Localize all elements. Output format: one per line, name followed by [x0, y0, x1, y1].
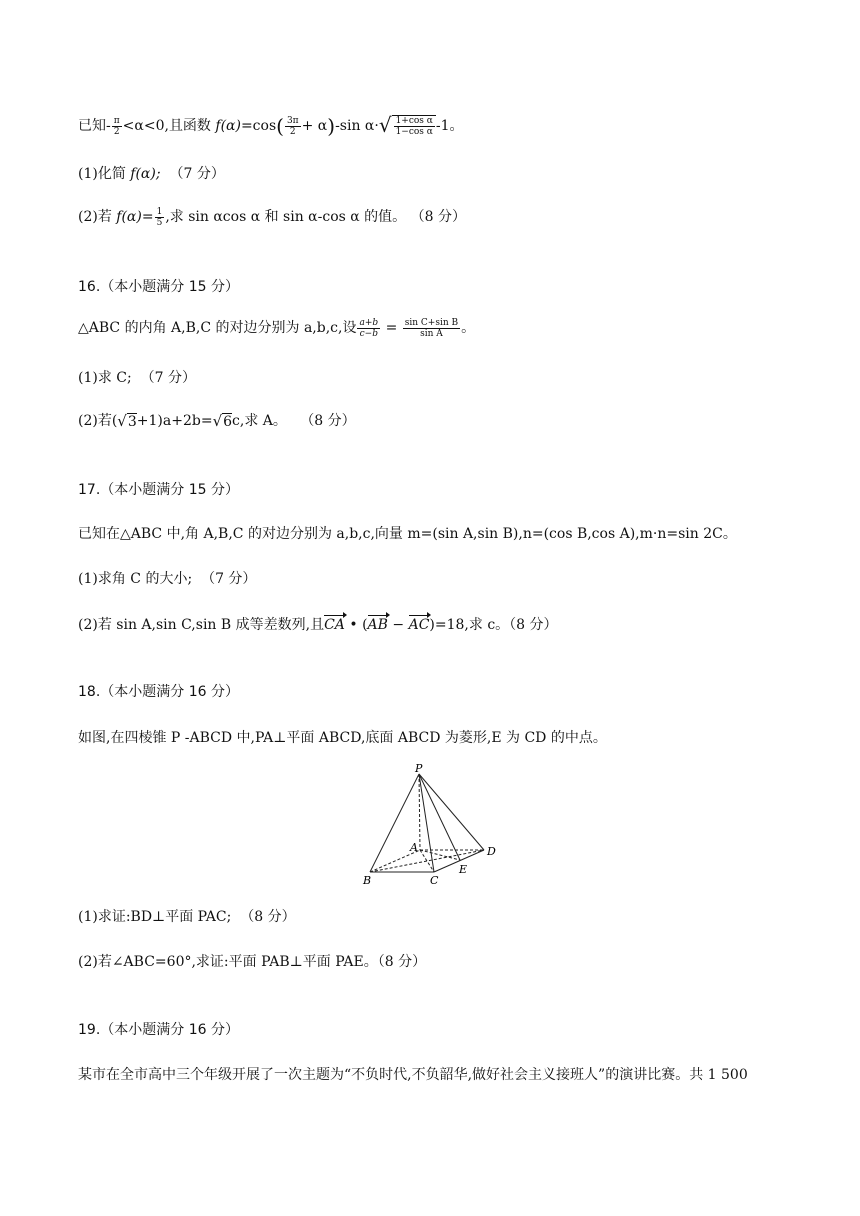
problem17-statement: 已知在△ABC 中,角 A,B,C 的对边分别为 a,b,c,向量 m=(sin A,sin B),n=(cos B,cos A),m·n=sin 2C。 [78, 526, 737, 542]
part-label: (2)若 [78, 209, 117, 225]
edge-pb [370, 774, 419, 872]
text-segment: 且函数 [168, 118, 216, 134]
text-segment: -1。 [435, 118, 464, 134]
fraction-denominator: sin A [420, 328, 443, 339]
square-root [379, 115, 436, 137]
fraction-denominator: 1−cos α [395, 127, 433, 137]
radicand [392, 115, 436, 137]
radical-sign: √ [117, 411, 127, 430]
text-segment: <α<0, [122, 118, 169, 134]
score: （8 分） [410, 209, 466, 225]
fraction-denominator: 5 [156, 217, 163, 228]
part-text: (1)求证:BD⊥平面 PAC; [78, 909, 232, 925]
label-b: B [363, 874, 372, 887]
problem18-statement: 如图,在四棱锥 P -ABCD 中,PA⊥平面 ABCD,底面 ABCD 为菱形,E 为 CD 的中点。 [78, 730, 607, 746]
fraction-numerator: sin C+sin B [404, 317, 459, 328]
problem17-heading: 17.（本小题满分 15 分） [78, 482, 239, 498]
fraction-denominator: 2 [113, 126, 120, 137]
score: （7 分） [169, 166, 225, 182]
pyramid-figure [360, 762, 510, 887]
text-segment: =cos [240, 118, 277, 134]
problem18-heading: 18.（本小题满分 16 分） [78, 684, 239, 700]
text-segment: (2)若( [78, 413, 118, 429]
radicand: 3 [127, 413, 137, 430]
function-name: f(α)= [116, 209, 154, 225]
text-segment: • ( [344, 617, 368, 633]
text-segment: + α [301, 118, 328, 134]
text-segment: 已知- [78, 118, 111, 134]
text-segment: (2)若 sin A,sin C,sin B 成等差数列,且 [78, 617, 325, 633]
label-e: E [459, 863, 468, 876]
score: （7 分） [201, 571, 257, 587]
problem17-part2 [78, 614, 558, 634]
function-name: f(α); [130, 166, 161, 182]
radical-sign: √ [378, 113, 392, 137]
vector-ab: AB [367, 617, 388, 633]
text-segment: c,求 A。 [232, 413, 287, 429]
fraction-numerator: 3π [286, 115, 299, 126]
problem15-part2 [78, 206, 466, 228]
problem16-part2 [78, 410, 356, 430]
text-segment: )=18,求 c。 [429, 617, 510, 633]
problem17-part1 [78, 568, 256, 588]
vector-ac: AC [408, 617, 430, 633]
paren-open: ( [276, 114, 284, 138]
sqrt-6 [213, 413, 232, 430]
text-segment: △ABC 的内角 A,B,C 的对边分别为 a,b,c,设 [78, 320, 357, 336]
ratio-fraction [357, 318, 380, 339]
score: （8 分） [509, 617, 558, 633]
problem18-part2 [78, 951, 426, 971]
fraction-numerator: 1 [156, 206, 163, 217]
fraction-numerator: a+b [359, 317, 379, 328]
vector-ca: CA [324, 617, 345, 633]
label-d: D [487, 845, 496, 858]
fraction-denominator: c−b [359, 328, 378, 339]
problem19-statement: 某市在全市高中三个年级开展了一次主题为“不负时代,不负韶华,做好社会主义接班人”的演讲比赛。共 1 500 [78, 1067, 748, 1083]
fraction-denominator: 2 [289, 126, 296, 137]
problem19-heading: 19.（本小题满分 16 分） [78, 1022, 239, 1038]
part-text: (1)求角 C 的大小; [78, 571, 193, 587]
score: （8 分） [300, 413, 356, 429]
text-segment: = [381, 320, 402, 336]
problem16-part1 [78, 367, 196, 387]
radicand: 6 [223, 413, 233, 430]
edge-pa [419, 774, 420, 850]
score: （7 分） [140, 370, 196, 386]
pi-over-2-fraction [112, 116, 122, 137]
function-name: f(α) [215, 118, 241, 134]
text-segment: -sin α· [335, 118, 379, 134]
fraction-numerator: 1+cos α [395, 116, 433, 126]
three-pi-over-2-fraction [285, 116, 301, 137]
text-segment: ,求 sin αcos α 和 sin α-cos α 的值。 [165, 209, 407, 225]
sine-ratio-fraction [403, 318, 460, 339]
problem18-part1 [78, 906, 296, 926]
text-segment: − [387, 617, 409, 633]
part-label: (1)化简 [78, 166, 131, 182]
label-c: C [430, 874, 439, 887]
one-fifth-fraction [155, 207, 165, 228]
score: （8 分） [377, 954, 427, 970]
problem16-statement [78, 317, 475, 339]
label-a: A [410, 841, 418, 854]
fraction-numerator: π [113, 115, 120, 126]
part-text: (1)求 C; [78, 370, 132, 386]
problem15-statement [78, 114, 464, 138]
label-p: P [415, 762, 423, 775]
problem16-heading: 16.（本小题满分 15 分） [78, 279, 239, 295]
sqrt-3 [117, 413, 136, 430]
text-segment: +1)a+2b= [136, 413, 213, 429]
text-segment: 。 [461, 320, 476, 336]
radical-sign: √ [212, 411, 223, 430]
radicand-fraction [394, 116, 435, 137]
score: （8 分） [240, 909, 296, 925]
problem15-part1 [78, 163, 225, 183]
part-text: (2)若∠ABC=60°,求证:平面 PAB⊥平面 PAE。 [78, 954, 378, 970]
paren-close: ) [327, 114, 336, 138]
